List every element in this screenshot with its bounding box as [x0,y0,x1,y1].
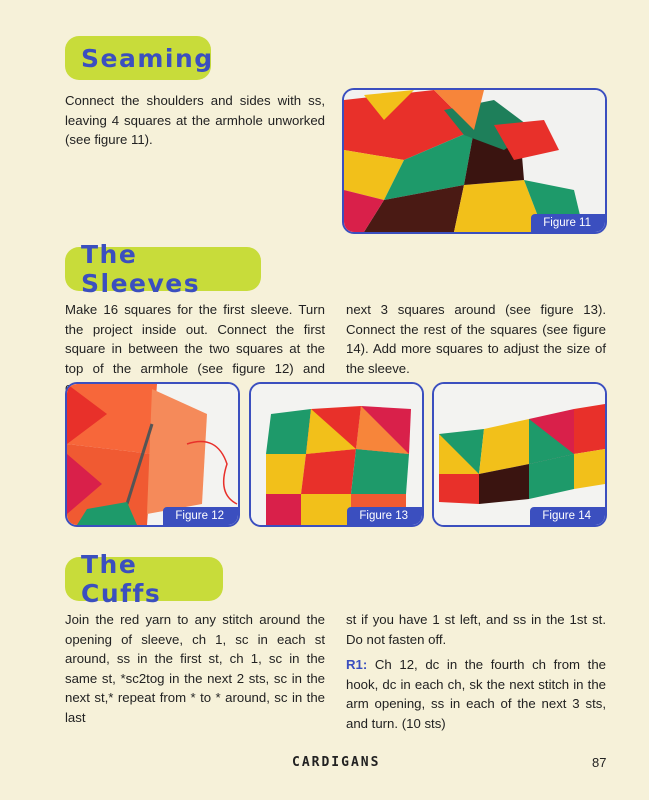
figure-12-photo [65,382,240,527]
seaming-text: Connect the shoulders and sides with ss, leaving 4 squares at the armhole unworked (see figure 11). [65,93,325,148]
figure-14-photo [432,382,607,527]
footer-book-section: CARDIGANS [292,755,381,770]
knitted-squares-image [67,384,238,525]
section-title: Seaming [81,43,214,73]
figure-caption: Figure 13 [347,507,422,525]
sleeves-text-right: next 3 squares around (see figure 13). Connect the rest of the squares (see figure 14). Add more squares to adjust the size of the sleeve. [346,302,606,376]
figure-13-photo [249,382,424,527]
cuffs-text-right-1: st if you have 1 st left, and ss in the 1st st. Do not fasten off. [346,612,606,647]
section-heading-seaming [65,36,214,80]
row-1-label: R1: [346,657,368,673]
knitted-sleeve-image [251,384,422,525]
knitted-cardigan-image [344,90,605,232]
section-title: The Sleeves [81,240,201,298]
finished-sleeve-image [434,384,605,525]
section-title: The Cuffs [81,550,162,608]
figure-caption: Figure 11 [531,214,605,232]
cuffs-text-left: Join the red yarn to any stitch around the opening of sleeve, ch 1, sc in each st around, ss in the first st, ch 1, sc in the same st, *sc2tog in the next 2 sts, sc in the next st,* repeat from * to * around, sc in the last [65,612,325,725]
sleeves-text-left: Make 16 squares for the first sleeve. Turn the project inside out. Connect the first square in between the two squares at the top of the armhole (see figure 12) and [65,302,325,376]
cuffs-text-right [346,610,606,734]
figure-11-photo [342,88,607,234]
section-heading-cuffs [65,550,223,608]
cuffs-row-1 [346,655,606,733]
section-heading-sleeves [65,240,261,298]
figure-caption: Figure 14 [530,507,605,525]
figure-caption: Figure 12 [163,507,238,525]
page-number: 87 [592,755,607,770]
row-1-instructions: Ch 12, dc in the fourth ch from the hook, dc in each ch, sk the next stitch in the arm opening, ss in each of the next 3 sts, and turn. (10 sts) [346,657,606,731]
